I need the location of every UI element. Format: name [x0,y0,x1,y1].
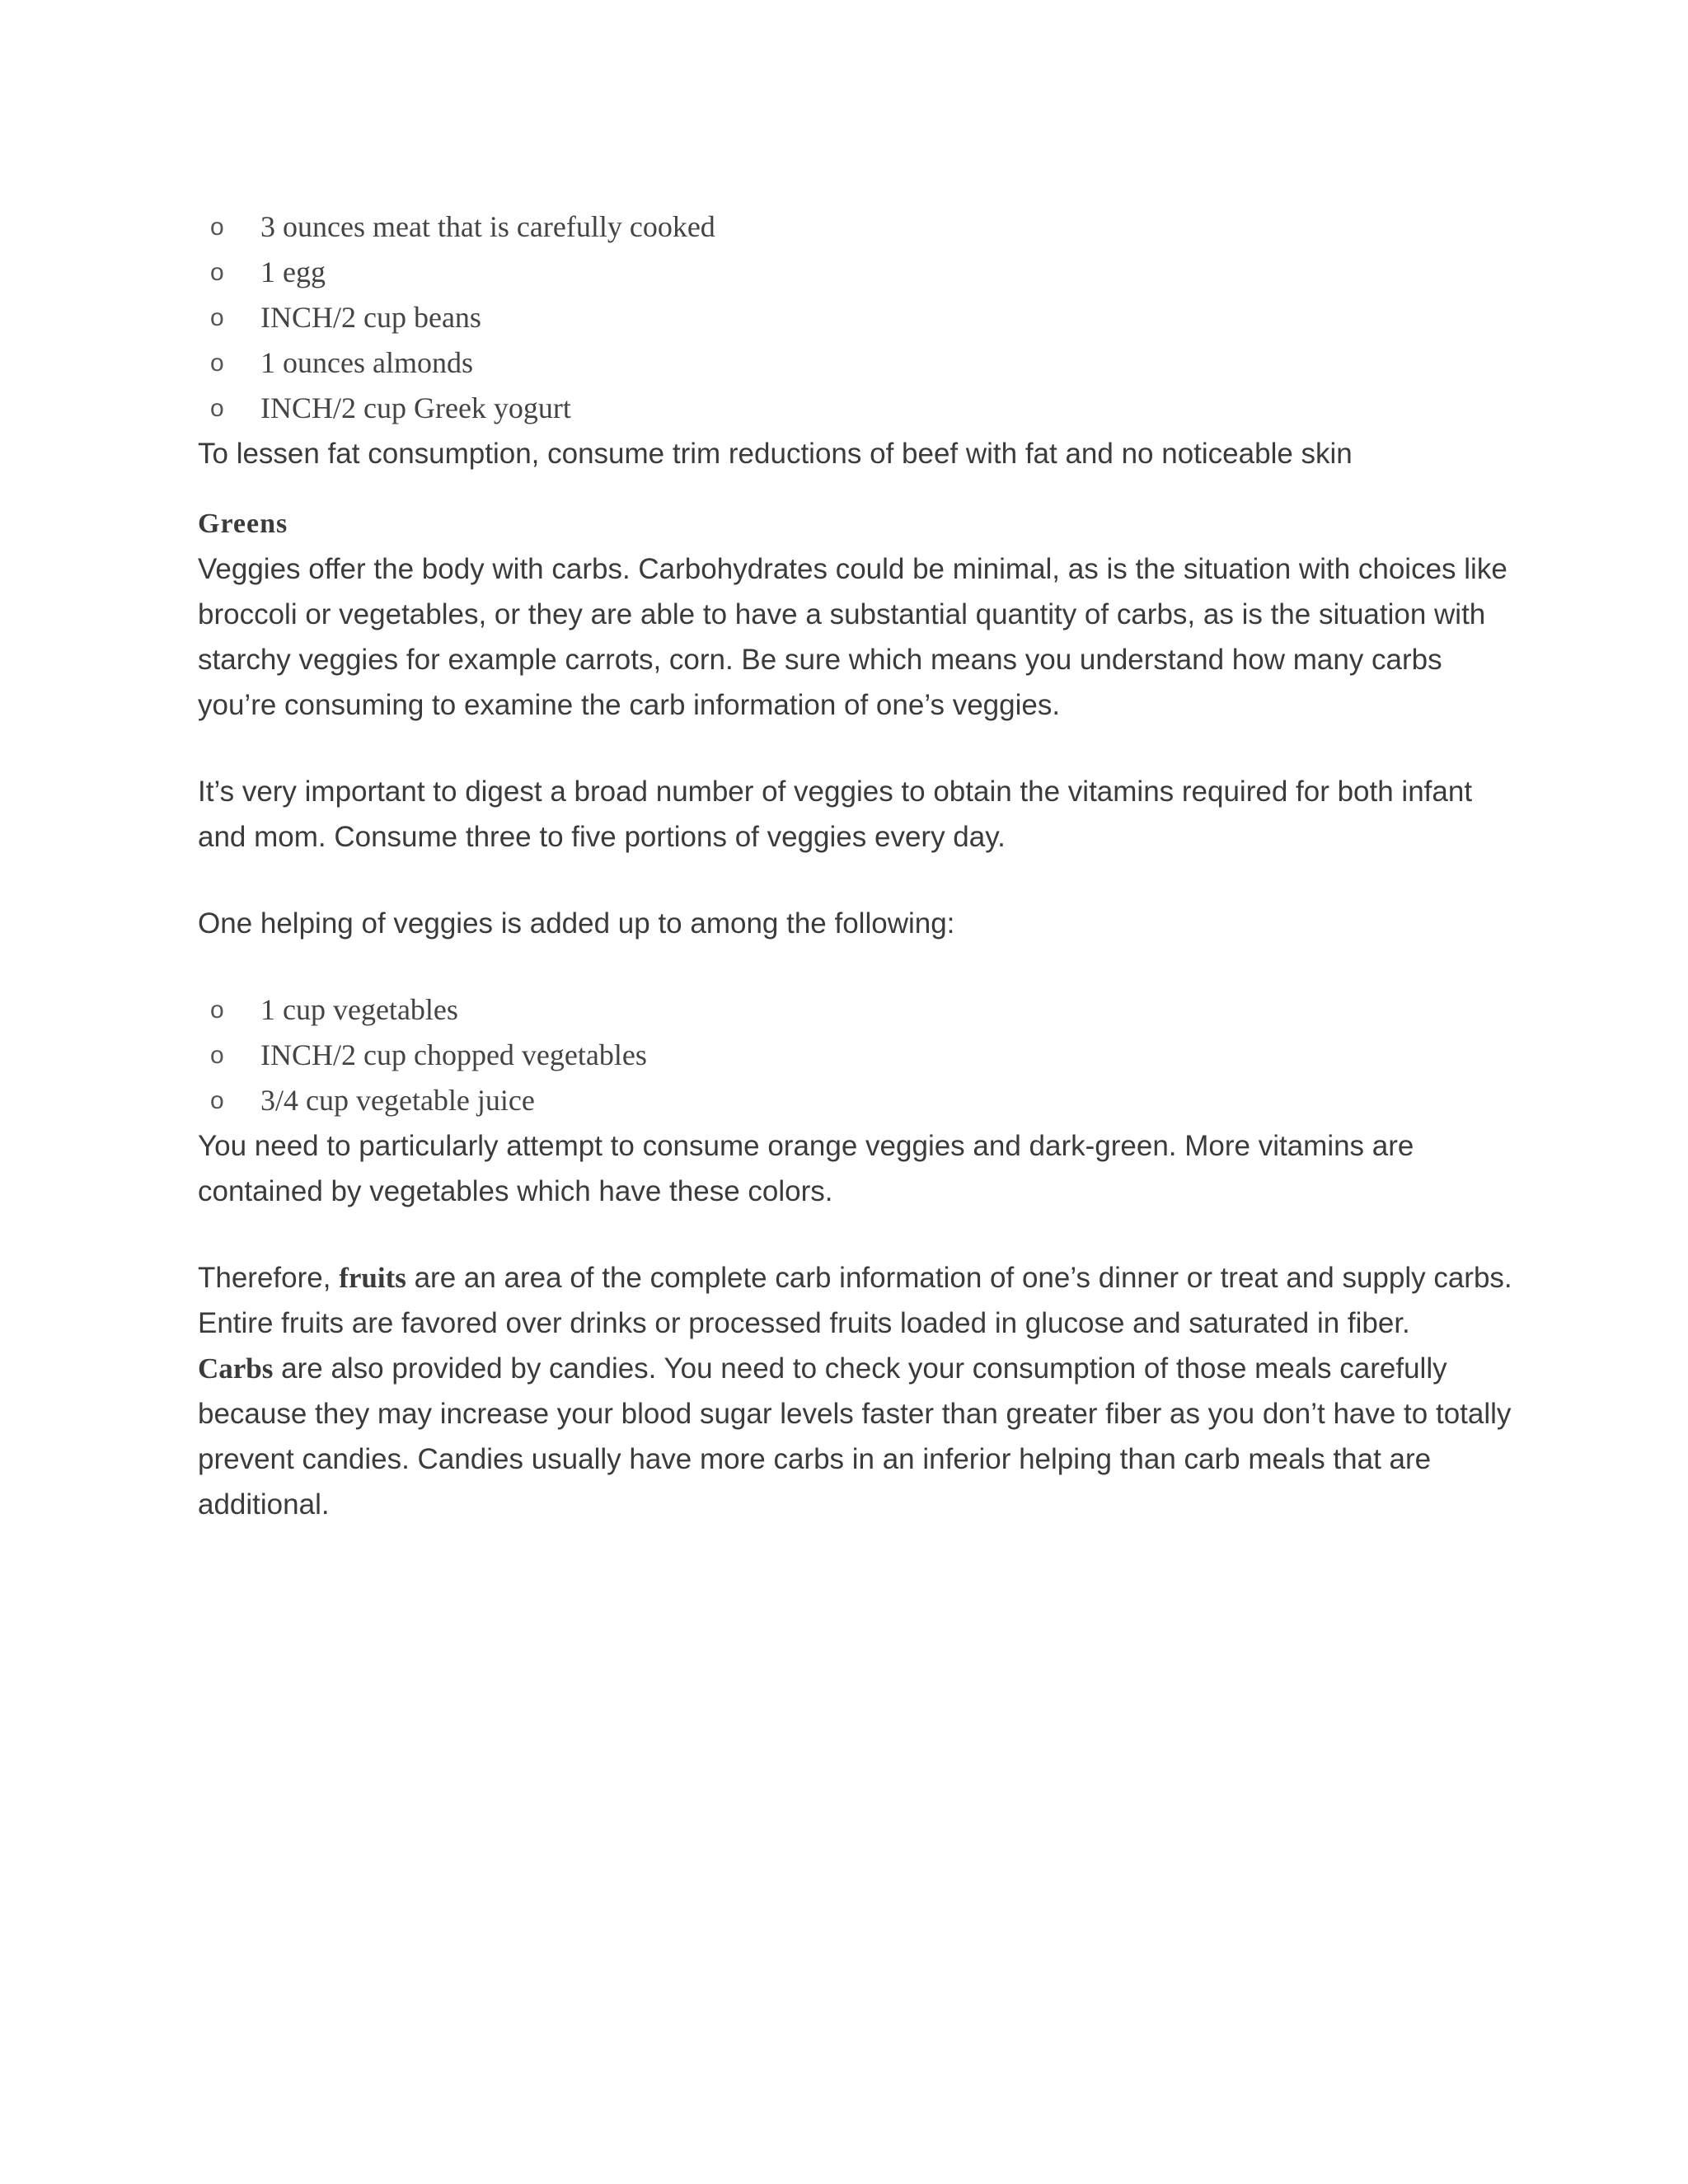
bullet-icon: o [210,349,224,377]
list-item-text: INCH/2 cup beans [260,301,481,334]
list-item-text: INCH/2 cup chopped vegetables [260,1038,647,1071]
list-item [198,386,1517,431]
list-item-text: 1 cup vegetables [260,993,458,1026]
list-item [198,1078,1517,1123]
list-item-text: 1 egg [260,255,326,288]
list-item [198,295,1517,340]
list-item [198,987,1517,1033]
bullet-icon: o [210,1042,224,1069]
veggie-colors-paragraph: You need to particularly attempt to consume orange veggies and dark-green. More vitamins are contained by vegetables which have these colors. [198,1130,1414,1207]
spacer [198,1214,1517,1255]
fruits-bold-term: fruits [339,1262,406,1294]
protein-serving-list [198,204,1517,431]
fat-consumption-paragraph: To lessen fat consumption, consume trim reductions of beef with fat and no noticeable skin [198,438,1353,470]
document-body [198,204,1517,1527]
fruits-body-text: are an area of the complete carb information of one’s dinner or treat and supply carbs. Entire fruits are favored over drinks or processed fruits loaded in glucose and saturated in fiber. [198,1262,1512,1339]
greens-paragraph-3: One helping of veggies is added up to among the following: [198,907,955,940]
list-item [198,340,1517,386]
spacer [198,946,1517,987]
carbs-bold-term: Carbs [198,1352,274,1385]
bullet-icon: o [210,259,224,286]
fruits-paragraph [198,1255,1517,1346]
list-item-text: 1 ounces almonds [260,346,473,379]
bullet-icon: o [210,213,224,241]
bullet-icon: o [210,304,224,331]
bullet-icon: o [210,1087,224,1114]
carbs-body-text: are also provided by candies. You need to check your consumption of those meals carefully because they may increase your blood sugar levels faster than greater fiber as you don’t have to totally prevent candies. Candies usually have more carbs in an inferior helping than carb meals that are additional. [198,1352,1512,1521]
spacer [198,728,1517,769]
veggie-serving-list [198,987,1517,1123]
carbs-paragraph [198,1346,1517,1527]
bullet-icon: o [210,996,224,1024]
list-item-text: 3 ounces meat that is carefully cooked [260,210,715,243]
list-item [198,204,1517,250]
spacer [198,476,1517,501]
greens-paragraph-1: Veggies offer the body with carbs. Carbohydrates could be minimal, as is the situation with choices like broccoli or vegetables, or they are able to have a substantial quantity of carbs, as is the situation with starchy veggies for example carrots, corn. Be sure which means you understand how many carbs you’re consuming to examine the carb information of one’s veggies. [198,553,1507,721]
greens-paragraph-2: It’s very important to digest a broad number of veggies to obtain the vitamins required for both infant and mom. Consume three to five portions of veggies every day. [198,776,1473,853]
spacer [198,860,1517,901]
list-item-text: 3/4 cup vegetable juice [260,1084,535,1117]
bullet-icon: o [210,395,224,422]
fruits-lead-text: Therefore, [198,1262,340,1294]
list-item-text: INCH/2 cup Greek yogurt [260,391,571,424]
list-item [198,1033,1517,1078]
greens-heading: Greens [198,509,288,539]
list-item [198,250,1517,295]
